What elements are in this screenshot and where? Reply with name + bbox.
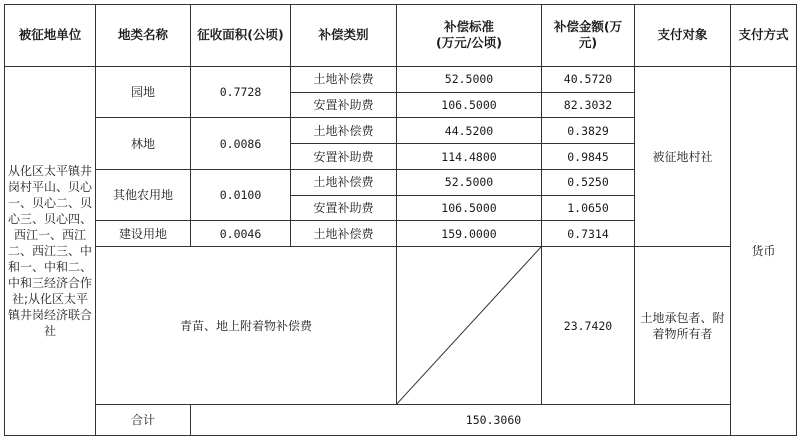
category-cell: 安置补助费 (291, 144, 397, 170)
header-category: 补偿类别 (291, 5, 397, 67)
table-row (5, 66, 797, 92)
header-area: 征收面积(公顷) (191, 5, 291, 67)
standard-cell: 52.5000 (397, 169, 542, 195)
standard-cell: 114.4800 (397, 144, 542, 170)
header-unit: 被征地单位 (5, 5, 96, 67)
category-cell: 安置补助费 (291, 195, 397, 221)
standard-cell: 44.5200 (397, 118, 542, 144)
header-amount-line1: 补偿金额(万 (553, 19, 623, 35)
standard-cell: 106.5000 (397, 92, 542, 118)
category-cell: 土地补偿费 (291, 221, 397, 247)
category-cell: 安置补助费 (291, 92, 397, 118)
recipient-village-cell: 被征地村社 (635, 66, 731, 246)
standard-cell: 52.5000 (397, 66, 542, 92)
amount-cell: 82.3032 (542, 92, 635, 118)
land-type-cell: 其他农用地 (96, 169, 191, 221)
amount-cell: 0.3829 (542, 118, 635, 144)
standard-cell: 159.0000 (397, 221, 542, 247)
amount-cell: 1.0650 (542, 195, 635, 221)
amount-cell: 0.9845 (542, 144, 635, 170)
total-label-cell: 合计 (96, 404, 191, 435)
header-method: 支付方式 (731, 5, 797, 67)
crop-amount-cell: 23.7420 (542, 247, 635, 405)
amount-cell: 0.7314 (542, 221, 635, 247)
blank-diagonal-cell (397, 247, 542, 405)
land-type-cell: 园地 (96, 66, 191, 118)
amount-cell: 0.5250 (542, 169, 635, 195)
area-cell: 0.7728 (191, 66, 291, 118)
land-type-cell: 林地 (96, 118, 191, 170)
crop-recipient-cell: 土地承包者、附着物所有者 (635, 247, 731, 405)
header-row (5, 5, 797, 67)
header-standard (397, 5, 542, 67)
header-recipient: 支付对象 (635, 5, 731, 67)
compensation-table (4, 4, 797, 436)
header-standard-line2: (万元/公顷) (436, 35, 502, 51)
area-cell: 0.0086 (191, 118, 291, 170)
category-cell: 土地补偿费 (291, 118, 397, 144)
header-land-type: 地类名称 (96, 5, 191, 67)
category-cell: 土地补偿费 (291, 169, 397, 195)
header-amount (542, 5, 635, 67)
diagonal-line (397, 247, 541, 404)
area-cell: 0.0046 (191, 221, 291, 247)
unit-name-cell: 从化区太平镇井岗村平山、贝心一、贝心二、贝心三、贝心四、西江一、西江二、西江三、中和一、中和二、中和三经济合作社;从化区太平镇井岗经济联合社 (5, 66, 96, 435)
land-type-cell: 建设用地 (96, 221, 191, 247)
header-standard-line1: 补偿标准 (443, 19, 494, 35)
header-amount-line2: 元) (578, 35, 598, 51)
standard-cell: 106.5000 (397, 195, 542, 221)
area-cell: 0.0100 (191, 169, 291, 221)
total-value-cell: 150.3060 (191, 404, 797, 435)
category-cell: 土地补偿费 (291, 66, 397, 92)
crop-compensation-row (5, 247, 797, 405)
amount-cell: 40.5720 (542, 66, 635, 92)
payment-method-cell: 货币 (731, 66, 797, 435)
crop-label-cell: 青苗、地上附着物补偿费 (96, 247, 397, 405)
total-row (5, 404, 797, 435)
